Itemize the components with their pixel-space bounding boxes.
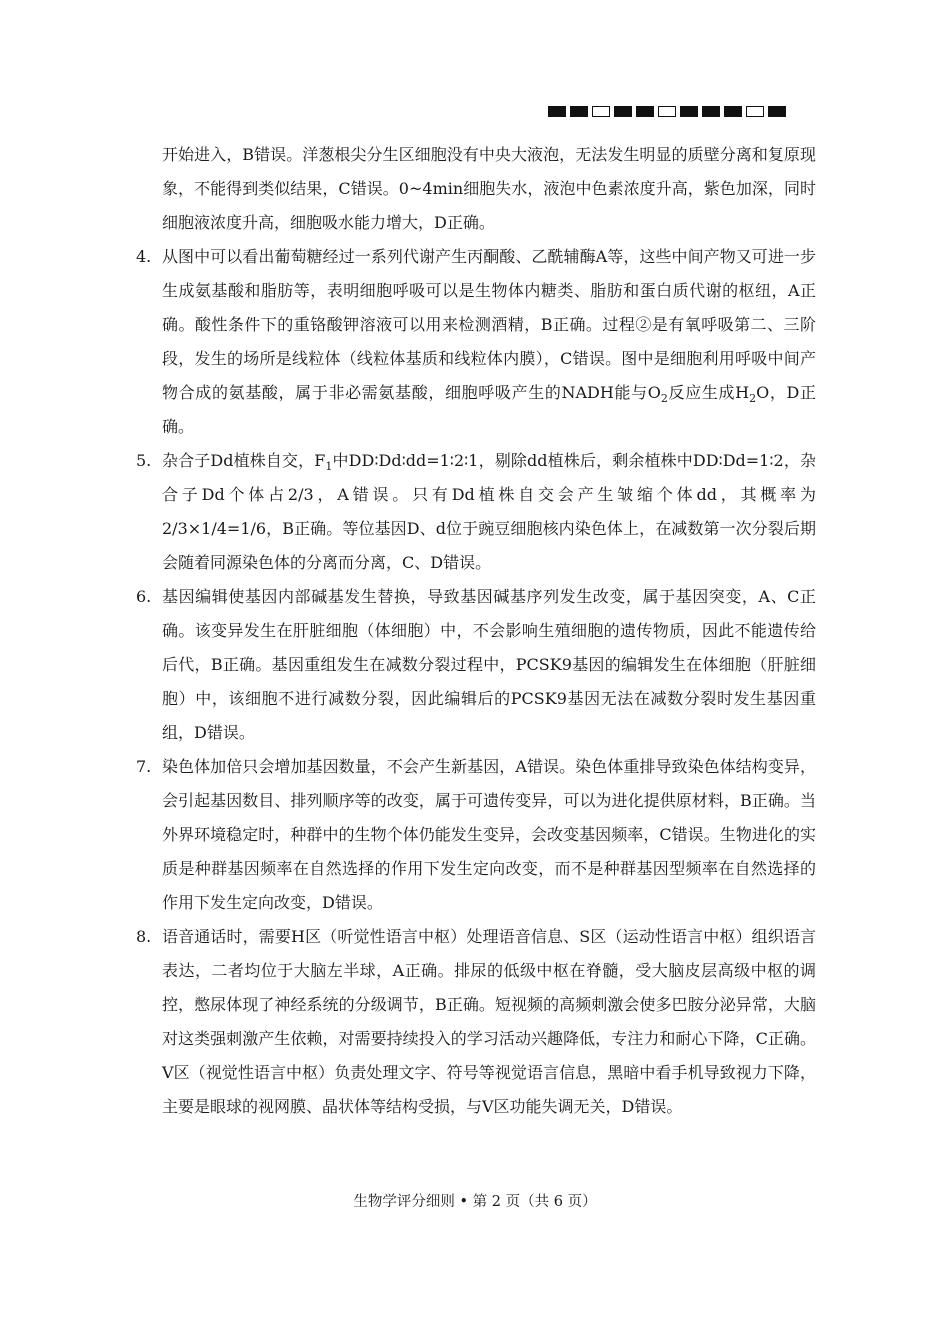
header-mark-filled (636, 106, 654, 117)
answer-6: 6. 基因编辑使基因内部碱基发生替换，导致基因碱基序列发生改变，属于基因突变，A、C正确。该变异发生在肝脏细胞（体细胞）中，不会影响生殖细胞的遗传物质，因此不能遗传给后代，B正确。基因重组发生在减数分裂过程中，PCSK9基因的编辑发生在体细胞（肝脏细胞）中，该细胞不进行减数分裂，因此编辑后的PCSK9基因无法在减数分裂时发生基因重组，D错误。 (136, 580, 816, 750)
answer-7: 7. 染色体加倍只会增加基因数量，不会产生新基因，A错误。染色体重排导致染色体结构变异，会引起基因数目、排列顺序等的改变，属于可遗传变异，可以为进化提供原材料，B正确。当外界环境稳定时，种群中的生物个体仍能发生变异，会改变基因频率，C错误。生物进化的实质是种群基因频率在自然选择的作用下发生定向改变，而不是种群基因型频率在自然选择的作用下发生定向改变，D错误。 (136, 750, 816, 920)
header-mark-hollow (746, 106, 764, 117)
intro-paragraph: 开始进入，B错误。洋葱根尖分生区细胞没有中央大液泡，无法发生明显的质壁分离和复原现象，不能得到类似结果，C错误。0~4min细胞失水，液泡中色素浓度升高，紫色加深，同时细胞液浓度升高，细胞吸水能力增大，D正确。 (162, 145, 816, 232)
header-mark-filled (768, 106, 786, 117)
header-mark-filled (614, 106, 632, 117)
answer-number: 4. (136, 247, 152, 266)
header-marks (548, 106, 786, 117)
header-mark-filled (724, 106, 742, 117)
header-mark-hollow (658, 106, 676, 117)
answer-5: 5. 杂合子Dd植株自交，$F_1$中DD∶Dd∶dd=1∶2∶1，剔除dd植株后，剩余植株中DD∶Dd=1∶2，杂合子Dd个体占2/3，A错误。只有Dd植株自交会产生皱缩个体dd，其概率为2/3×1/4=1/6，B正确。等位基因D、d位于豌豆细胞核内染色体上，在减数第一次分裂后期会随着同源染色体的分离而分离，C、D错误。 (136, 444, 816, 580)
answer-number: 7. (136, 757, 152, 776)
header-mark-hollow (592, 106, 610, 117)
answer-number: 6. (136, 587, 152, 606)
answer-number: 5. (136, 451, 152, 470)
answer-content (136, 138, 816, 1124)
answer-number: 8. (136, 927, 152, 946)
page-footer: 生物学评分细则 • 第 2 页（共 6 页） (353, 1194, 597, 1210)
header-mark-filled (680, 106, 698, 117)
header-mark-filled (702, 106, 720, 117)
answer-4: 4. 从图中可以看出葡萄糖经过一系列代谢产生丙酮酸、乙酰辅酶A等，这些中间产物又可进一步生成氨基酸和脂肪等，表明细胞呼吸可以是生物体内糖类、脂肪和蛋白质代谢的枢纽，A正确。酸性条件下的重铬酸钾溶液可以用来检测酒精，B正确。过程②是有氧呼吸第二、三阶段，发生的场所是线粒体（线粒体基质和线粒体内膜），C错误。图中是细胞利用呼吸中间产物合成的氨基酸，属于非必需氨基酸，细胞呼吸产生的NADH能与$O_2$反应生成$H_2O$，D正确。 (136, 240, 816, 444)
header-mark-filled (548, 106, 566, 117)
answer-8: 8. 语音通话时，需要H区（听觉性语言中枢）处理语音信息、S区（运动性语言中枢）组织语言表达，二者均位于大脑左半球，A正确。排尿的低级中枢在脊髓，受大脑皮层高级中枢的调控，憋尿体现了神经系统的分级调节，B正确。短视频的高频刺激会使多巴胺分泌异常，大脑对这类强刺激产生依赖，对需要持续投入的学习活动兴趣降低，专注力和耐心下降，C正确。V区（视觉性语言中枢）负责处理文字、符号等视觉语言信息，黑暗中看手机导致视力下降，主要是眼球的视网膜、晶状体等结构受损，与V区功能失调无关，D错误。 (136, 920, 816, 1124)
header-mark-filled (570, 106, 588, 117)
